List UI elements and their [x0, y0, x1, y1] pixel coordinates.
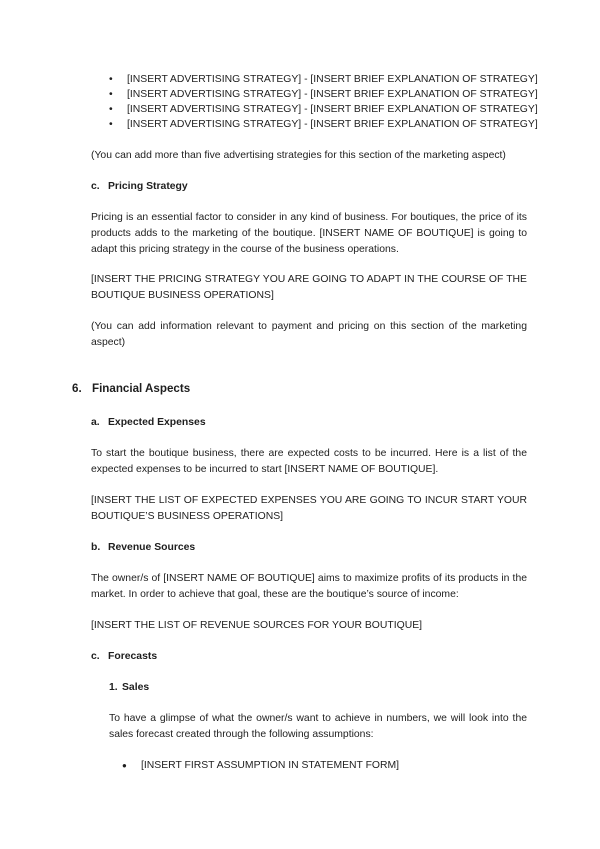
- section-title: Pricing Strategy: [108, 181, 188, 192]
- expected-expenses-heading: [91, 415, 206, 431]
- strategy-item: [INSERT ADVERTISING STRATEGY] - [INSERT BRIEF EXPLANATION OF STRATEGY]: [127, 104, 538, 115]
- bullet-icon: •: [109, 119, 113, 130]
- section-letter: a.: [91, 417, 100, 428]
- bullet-icon: •: [109, 74, 113, 85]
- section-letter: c.: [91, 651, 100, 662]
- forecasts-heading: [91, 649, 157, 665]
- section-title: Revenue Sources: [108, 542, 196, 553]
- section-number: 1.: [109, 682, 118, 693]
- bullet-icon: •: [109, 104, 113, 115]
- section-letter: b.: [91, 542, 101, 553]
- expenses-paragraph: To start the boutique business, there are expected costs to be incurred. Here is a list of the expected expenses to be incurred to start [INSERT NAME OF BOUTIQUE].: [91, 448, 527, 475]
- revenue-sources-heading: [91, 540, 195, 556]
- bullet-icon: •: [109, 89, 113, 100]
- revenue-insert: [INSERT THE LIST OF REVENUE SOURCES FOR YOUR BOUTIQUE]: [91, 620, 423, 631]
- pricing-paragraph: Pricing is an essential factor to consider in any kind of business. For boutiques, the price of its products adds to the marketing of the boutique. [INSERT NAME OF BOUTIQUE] is going to adapt this pricing strategy in the course of the business operations.: [91, 212, 527, 255]
- pricing-note: (You can add information relevant to payment and pricing on this section of the marketing aspect): [91, 321, 527, 348]
- expenses-insert: [INSERT THE LIST OF EXPECTED EXPENSES YOU ARE GOING TO INCUR START YOUR BOUTIQUE’S BUSINESS OPERATIONS]: [91, 495, 527, 522]
- pricing-strategy-heading: [91, 179, 188, 195]
- sales-heading: [109, 680, 149, 696]
- strategy-item: [INSERT ADVERTISING STRATEGY] - [INSERT BRIEF EXPLANATION OF STRATEGY]: [127, 74, 538, 85]
- section-title: Expected Expenses: [108, 417, 206, 428]
- section-title: Forecasts: [108, 651, 158, 662]
- section-number: 6.: [72, 382, 82, 395]
- strategies-note: (You can add more than five advertising strategies for this section of the marketing aspect): [91, 150, 506, 161]
- sales-paragraph: To have a glimpse of what the owner/s want to achieve in numbers, we will look into the sales forecast created through the following assumptions:: [109, 713, 527, 740]
- strategy-item: [INSERT ADVERTISING STRATEGY] - [INSERT BRIEF EXPLANATION OF STRATEGY]: [127, 89, 538, 100]
- section-letter: c.: [91, 181, 100, 192]
- assumption-item: [INSERT FIRST ASSUMPTION IN STATEMENT FORM]: [141, 760, 400, 771]
- financial-aspects-heading: [72, 381, 190, 397]
- section-title: Financial Aspects: [92, 382, 191, 395]
- revenue-paragraph: The owner/s of [INSERT NAME OF BOUTIQUE] aims to maximize profits of its products in the market. In order to achieve that goal, these are the boutique’s source of income:: [91, 573, 527, 600]
- strategy-item: [INSERT ADVERTISING STRATEGY] - [INSERT BRIEF EXPLANATION OF STRATEGY]: [127, 119, 538, 130]
- bullet-icon: ●: [122, 761, 127, 770]
- section-title: Sales: [122, 682, 150, 693]
- pricing-insert: [INSERT THE PRICING STRATEGY YOU ARE GOING TO ADAPT IN THE COURSE OF THE BOUTIQUE BUSINESS OPERATIONS]: [91, 274, 527, 301]
